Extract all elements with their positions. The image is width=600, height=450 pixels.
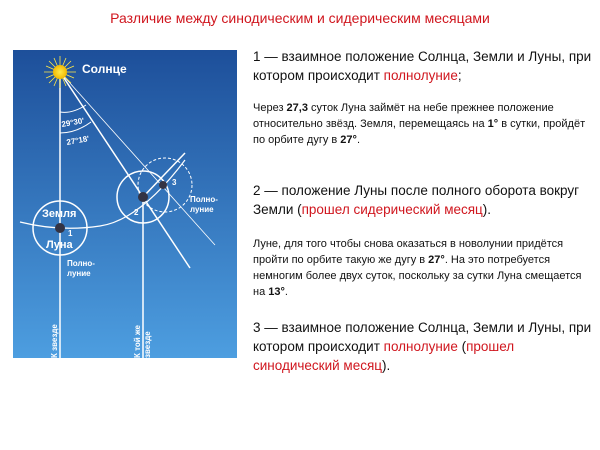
to-same-star-label-a: К той же: [133, 325, 142, 358]
angle-label-2: 27°18': [65, 134, 90, 147]
slide-title: Различие между синодическим и сидерическим месяцами: [110, 10, 490, 26]
paragraph-4: Луне, для того чтобы снова оказаться в новолунии придётся пройти по орбите такую же дугу в 27°. На это потребуется немногим более двух суток, поскольку за сутки Луна смещается на 13°.: [253, 238, 582, 298]
earth-icon-2: [138, 192, 148, 202]
position-2-label: 2: [134, 208, 139, 217]
moon-label: Луна: [46, 239, 73, 251]
earth-icon-1: [55, 223, 65, 233]
full-moon-label-2a: Полно-: [190, 195, 218, 204]
paragraph-5: 3 — взаимное положение Солнца, Земли и Луны, при котором происходит полнолуние (прошел синодический месяц).: [253, 320, 592, 373]
orbit-diagram: [13, 50, 237, 358]
to-same-star-label-b: звезде: [143, 331, 152, 358]
full-moon-label-1a: Полно-: [67, 259, 95, 268]
moon-icon-3: [159, 181, 167, 189]
angle-label-1: 29°30': [60, 116, 85, 129]
earth-label: Земля: [42, 208, 77, 220]
position-1-label: 1: [68, 229, 73, 238]
paragraph-1: 1 — взаимное положение Солнца, Земли и Луны, при котором происходит полнолуние;: [253, 49, 592, 83]
paragraph-3: 2 — положение Луны после полного оборота вокруг Земли (прошел сидерический месяц).: [253, 183, 580, 217]
full-moon-label-1b: луние: [67, 269, 91, 278]
position-3-label: 3: [172, 178, 177, 187]
sun-label: Солнце: [82, 62, 127, 76]
to-star-label: К звезде: [50, 324, 59, 358]
full-moon-label-2b: луние: [190, 205, 214, 214]
paragraph-2: Через 27,3 суток Луна займёт на небе прежнее положение относительно звёзд. Земля, перемещаясь на 1° в сутки, пройдёт по орбите дугу в 27°.: [253, 102, 586, 146]
